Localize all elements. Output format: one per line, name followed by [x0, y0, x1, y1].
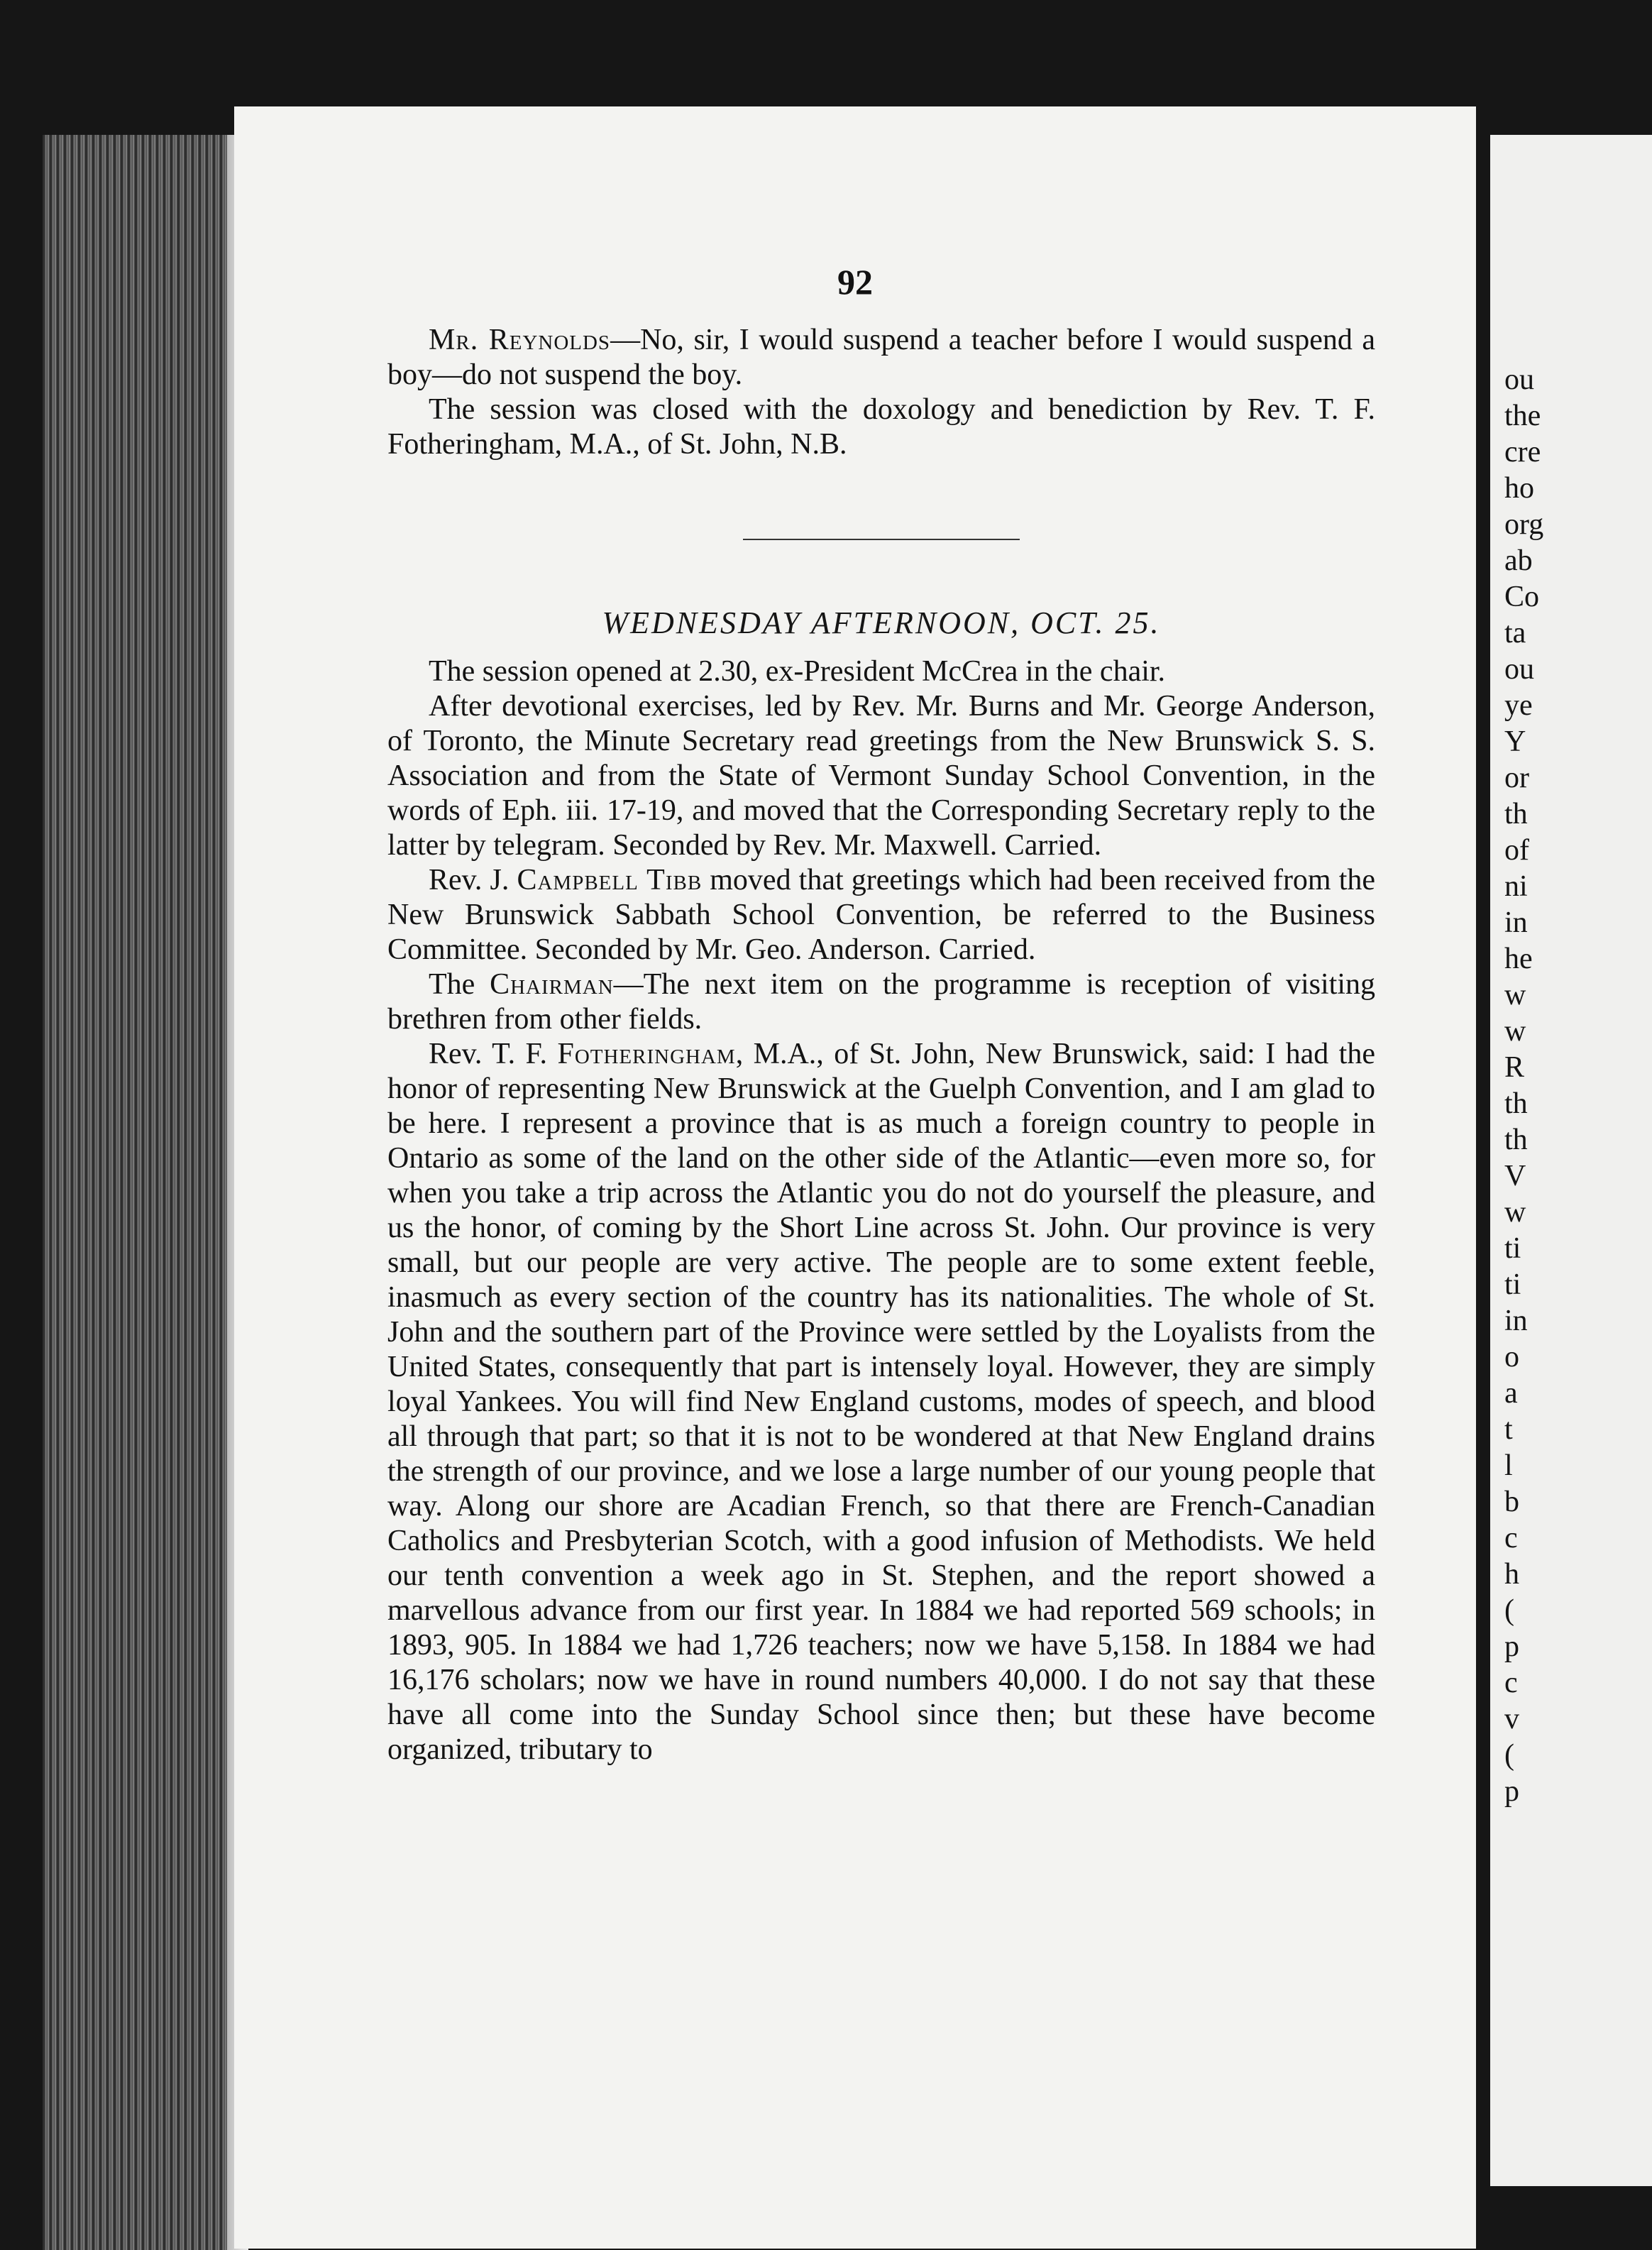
page-text — [387, 323, 1375, 1767]
adjacent-page-fragment: ou — [1504, 363, 1534, 396]
adjacent-page-fragment: the — [1504, 400, 1541, 432]
adjacent-page-fragment: th — [1504, 1124, 1528, 1156]
adjacent-page-text-fragments — [1504, 362, 1543, 1810]
adjacent-page-fragment: a — [1504, 1377, 1518, 1410]
chairman-paragraph: The Chairman—The next item on the programme is reception of visiting brethren from other fields. — [387, 968, 1376, 1036]
session-closing-paragraph: The session was closed with the doxology and benediction by Rev. T. F. Fotheringham, M.A., of St. John, N.B. — [387, 393, 1375, 461]
adjacent-page-fragment: in — [1504, 906, 1528, 939]
devotional-exercises-paragraph: After devotional exercises, led by Rev. Mr. Burns and Mr. George Anderson, of Toronto, the Minute Secretary read greetings from the New Brunswick S. S. Association and from the State of Vermont Sunday School Convention, in the words of Eph. iii. 17-19, and moved that the Corresponding Secretary reply to the latter by telegram. Seconded by Rev. Mr. Maxwell. Carried. — [387, 690, 1375, 862]
speaker-name: Fotheringham — [557, 1038, 736, 1070]
adjacent-page-fragment: t — [1504, 1413, 1513, 1446]
section-divider — [743, 539, 1020, 540]
adjacent-page-fragment: th — [1504, 1087, 1528, 1120]
adjacent-page-fragment: ni — [1504, 870, 1528, 903]
adjacent-page-fragment: he — [1504, 943, 1533, 975]
adjacent-page-fragment: c — [1504, 1522, 1518, 1554]
adjacent-page-fragment: w — [1504, 1196, 1526, 1229]
closing-reply-paragraph: Mr. Reynolds—No, sir, I would suspend a teacher before I would suspend a boy—do not suspend the boy. — [387, 324, 1376, 391]
adjacent-page-fragment: w — [1504, 979, 1526, 1011]
adjacent-page-fragment: Co — [1504, 581, 1540, 613]
session-opened-paragraph: The session opened at 2.30, ex-President McCrea in the chair. — [429, 655, 1166, 688]
adjacent-page-fragment: ( — [1504, 1594, 1514, 1627]
adjacent-page-fragment: c — [1504, 1667, 1518, 1699]
adjacent-page-fragment: ta — [1504, 617, 1526, 649]
adjacent-page-fragment: o — [1504, 1341, 1519, 1373]
adjacent-page-fragment: Y — [1504, 725, 1526, 758]
adjacent-page-fragment: in — [1504, 1305, 1528, 1337]
adjacent-page-fragment: b — [1504, 1486, 1519, 1518]
adjacent-page-edge — [1490, 135, 1652, 2186]
adjacent-page-fragment: ( — [1504, 1739, 1514, 1772]
adjacent-page-fragment: ye — [1504, 689, 1533, 722]
book-page-edges — [43, 135, 248, 2250]
book-page — [234, 106, 1476, 2249]
adjacent-page-fragment: ou — [1504, 653, 1534, 686]
adjacent-page-fragment: p — [1504, 1775, 1519, 1808]
adjacent-page-fragment: ti — [1504, 1268, 1521, 1301]
adjacent-page-fragment: th — [1504, 798, 1528, 830]
adjacent-page-fragment: cre — [1504, 436, 1541, 468]
session-heading: WEDNESDAY AFTERNOON, OCT. 25. — [602, 605, 1161, 640]
adjacent-page-fragment: org — [1504, 508, 1544, 541]
adjacent-page-fragment: l — [1504, 1449, 1513, 1482]
speaker-name: Mr. Reynolds — [429, 324, 611, 356]
tibb-motion-paragraph: Rev. J. Campbell Tibb moved that greetings which had been received from the New Brunswick Sabbath School Convention, be referred to the Business Committee. Seconded by Mr. Geo. Anderson. Carried. — [387, 864, 1375, 966]
adjacent-page-fragment: of — [1504, 834, 1529, 867]
adjacent-page-fragment: R — [1504, 1051, 1525, 1084]
speaker-name: Chairman — [490, 968, 614, 1001]
adjacent-page-fragment: v — [1504, 1703, 1519, 1735]
adjacent-page-fragment: or — [1504, 762, 1529, 794]
adjacent-page-fragment: ti — [1504, 1232, 1521, 1265]
page-number: 92 — [837, 262, 873, 302]
adjacent-page-fragment: ab — [1504, 544, 1533, 577]
adjacent-page-fragment: w — [1504, 1015, 1526, 1048]
speaker-name: Campbell Tibb — [517, 864, 703, 896]
adjacent-page-fragment: V — [1504, 1160, 1526, 1192]
adjacent-page-fragment: ho — [1504, 472, 1534, 505]
adjacent-page-fragment: h — [1504, 1558, 1519, 1591]
adjacent-page-fragment: p — [1504, 1630, 1519, 1663]
fotheringham-address-paragraph: Rev. T. F. Fotheringham, M.A., of St. John, New Brunswick, said: I had the honor of representing New Brunswick at the Guelph Convention, and I am glad to be here. I represent a province that is as much a foreign country to people in Ontario as some of the land on the other side of the Atlantic—even more so, for when you take a trip across the Atlantic you do not do yourself the pleasure, and us the honor, of coming by the Short Line across St. John. Our province is very small, but our people are very active. The people are to some extent feeble, inasmuch as every section of the country has its nationalities. The whole of St. John and the southern part of the Province were settled by the Loyalists from the United States, consequently that part is intensely loyal. However, they are simply loyal Yankees. You will find New England customs, modes of speech, and blood all through that part; so that it is not to be wondered at that New England drains the strength of our province, and we lose a large number of our young people that way. Along our shore are Acadian French, so that there are French-Canadian Catholics and Presbyterian Scotch, with a good infusion of Methodists. We held our tenth convention a week ago in St. Stephen, and the report showed a marvellous advance from our first year. In 1884 we had reported 569 schools; in 1893, 905. In 1884 we had 1,726 teachers; now we have 5,158. In 1884 we had 16,176 scholars; now we have in round numbers 40,000. I do not say that these have all come into the Sunday School since then; but these have become organized, tributary to — [387, 1038, 1375, 1766]
